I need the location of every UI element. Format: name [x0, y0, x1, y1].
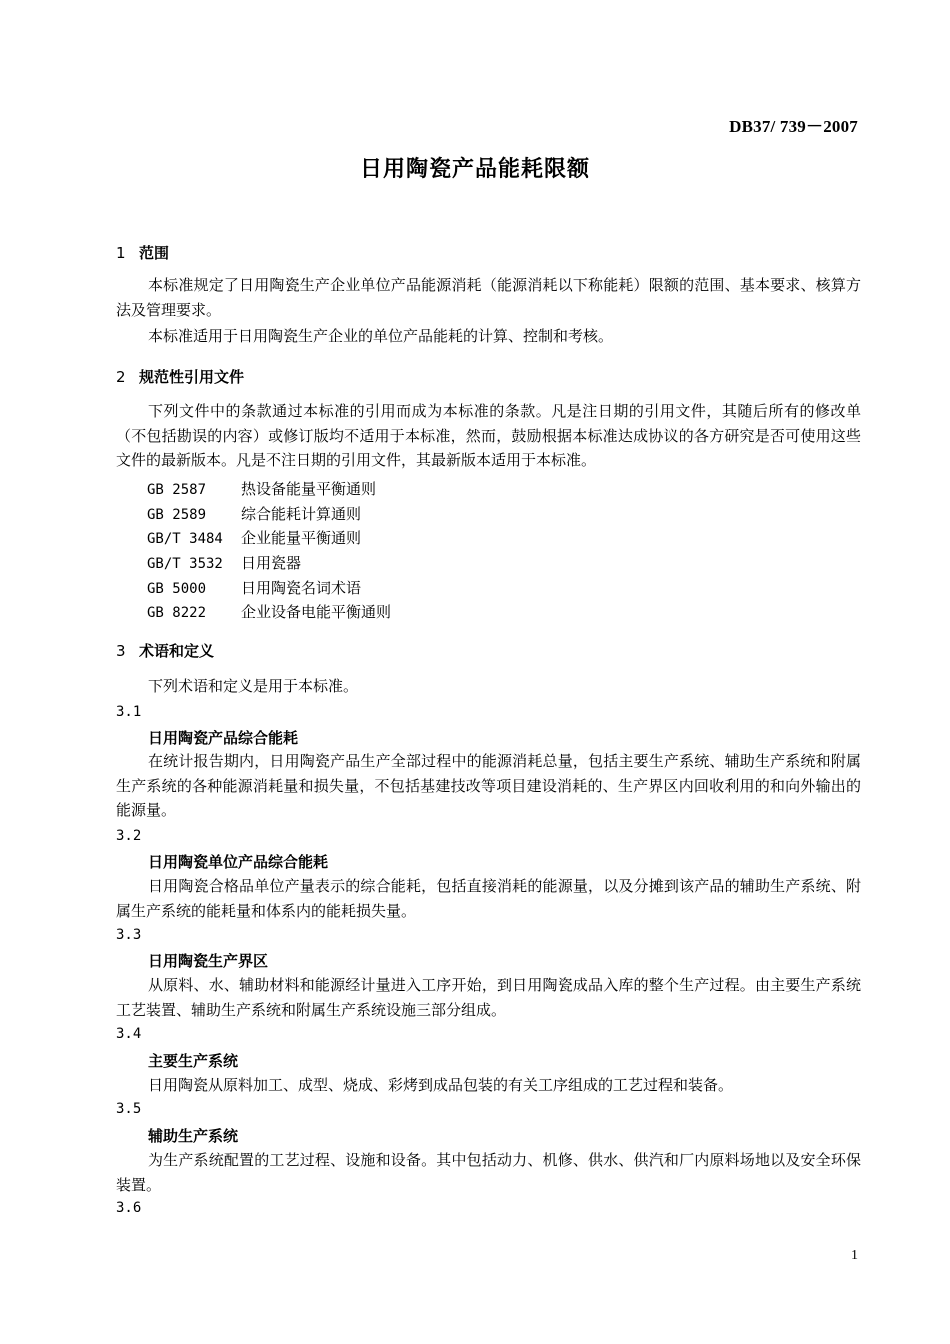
- clause-number: 3.1: [116, 704, 142, 720]
- reference-title: 综合能耗计算通则: [241, 505, 362, 523]
- clause-number: 3.5: [116, 1101, 142, 1117]
- term-name: 主要生产系统: [148, 1052, 239, 1070]
- term-definition: 从原料、水、辅助材料和能源经计量进入工序开始，到日用陶瓷成品入库的整个生产过程。由主要生产系统工艺装置、辅助生产系统和附属生产系统设施三部分组成。: [116, 976, 861, 1019]
- reference-item: [147, 527, 361, 548]
- document-title: 日用陶瓷产品能耗限额: [359, 157, 590, 182]
- term-name: 日用陶瓷单位产品综合能耗: [148, 853, 329, 871]
- term-name: 日用陶瓷产品综合能耗: [148, 729, 299, 747]
- term-definition: 在统计报告期内，日用陶瓷产品生产全部过程中的能源消耗总量，包括主要生产系统、辅助生产系统和附属生产系统的各种能源消耗量和损失量，不包括基建技改等项目建设消耗的、生产界区内回收利用的和向外输出的能源量。: [116, 752, 861, 819]
- reference-code: GB 2587: [147, 482, 207, 498]
- section-3-intro: 下列术语和定义是用于本标准。: [148, 677, 359, 695]
- section-title: 术语和定义: [139, 642, 215, 660]
- reference-title: 企业设备电能平衡通则: [241, 603, 392, 621]
- reference-item: [147, 552, 301, 573]
- term-definition: 为生产系统配置的工艺过程、设施和设备。其中包括动力、机修、供水、供汽和厂内原料场地以及安全环保装置。: [116, 1151, 861, 1194]
- reference-code: GB 2589: [147, 507, 207, 523]
- clause-number: 3.4: [116, 1026, 142, 1042]
- reference-code: GB/T 3484: [147, 531, 223, 547]
- reference-title: 日用瓷器: [241, 554, 302, 572]
- section-2-paragraph-1: 下列文件中的条款通过本标准的引用而成为本标准的条款。凡是注日期的引用文件，其随后所有的修改单（不包括勘误的内容）或修订版均不适用于本标准，然而，鼓励根据本标准达成协议的各方研究是否可使用这些文件的最新版本。凡是不注日期的引用文件，其最新版本适用于本标准。: [116, 402, 861, 469]
- clause-number: 3.6: [116, 1200, 142, 1216]
- section-number: 3: [116, 642, 126, 660]
- section-1-paragraph-2: 本标准适用于日用陶瓷生产企业的单位产品能耗的计算、控制和考核。: [148, 327, 614, 345]
- reference-title: 企业能量平衡通则: [241, 529, 362, 547]
- section-2-heading: [116, 366, 244, 387]
- term-definition: 日用陶瓷从原料加工、成型、烧成、彩烤到成品包装的有关工序组成的工艺过程和装备。: [148, 1076, 734, 1094]
- reference-item: [147, 577, 361, 598]
- section-number: 1: [116, 244, 126, 262]
- reference-code: GB 8222: [147, 605, 207, 621]
- section-1-paragraph-1: 本标准规定了日用陶瓷生产企业单位产品能源消耗（能源消耗以下称能耗）限额的范围、基本要求、核算方法及管理要求。: [116, 276, 861, 319]
- term-name: 日用陶瓷生产界区: [148, 952, 269, 970]
- section-1-heading: [116, 242, 169, 263]
- section-3-heading: [116, 640, 214, 661]
- term-definition: 日用陶瓷合格品单位产量表示的综合能耗，包括直接消耗的能源量，以及分摊到该产品的辅助生产系统、附属生产系统的能耗量和体系内的能耗损失量。: [116, 877, 861, 920]
- section-number: 2: [116, 368, 126, 386]
- clause-number: 3.3: [116, 927, 142, 943]
- reference-item: [147, 601, 391, 622]
- clause-number: 3.2: [116, 828, 142, 844]
- reference-item: [147, 478, 376, 499]
- reference-item: [147, 503, 361, 524]
- standard-code: DB37/ 739－2007: [729, 117, 858, 136]
- page-number: 1: [851, 1248, 858, 1263]
- reference-title: 日用陶瓷名词术语: [241, 579, 362, 597]
- term-name: 辅助生产系统: [148, 1127, 239, 1145]
- reference-code: GB 5000: [147, 581, 207, 597]
- section-title: 范围: [139, 244, 170, 262]
- reference-code: GB/T 3532: [147, 556, 223, 572]
- section-title: 规范性引用文件: [139, 368, 245, 386]
- reference-title: 热设备能量平衡通则: [241, 480, 377, 498]
